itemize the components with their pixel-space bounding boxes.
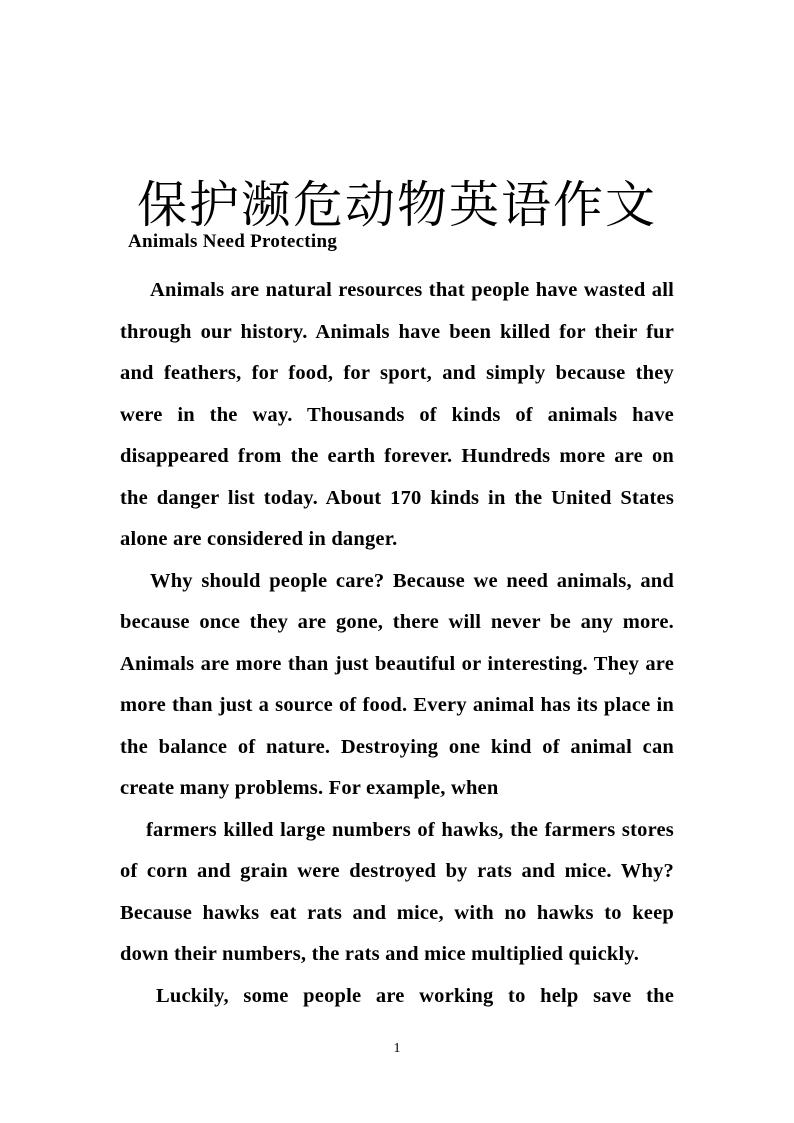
paragraph-1: Animals are natural resources that people have wasted all through our history. Animals have been killed for their fur and feathers, for food, for sport, and simply because they were in the way. Thousands of kinds of animals have disappeared from the earth forever. Hundreds more are on the danger list today. About 170 kinds in the United States alone are considered in danger. [120,279,674,550]
paragraph-4: Luckily, some people are working to help save the [156,984,674,1007]
document-body [120,228,674,1017]
paragraph-3: farmers killed large numbers of hawks, the farmers stores of corn and grain were destroyed by rats and mice. Why? Because hawks eat rats and mice, with no hawks to keep down their numbers, the rats and mice multiplied quickly. [120,818,674,965]
page-number: 1 [393,1041,401,1056]
essay-subtitle: Animals Need Protecting [128,231,338,252]
page-title: 保护濒危动物英语作文 [137,175,657,234]
paragraph-2: Why should people care? Because we need animals, and because once they are gone, there will never be any more. Animals are more than just beautiful or interesting. They are more than just a source of food. Every animal has its place in the balance of nature. Destroying one kind of animal can create many problems. For example, when [120,569,674,799]
